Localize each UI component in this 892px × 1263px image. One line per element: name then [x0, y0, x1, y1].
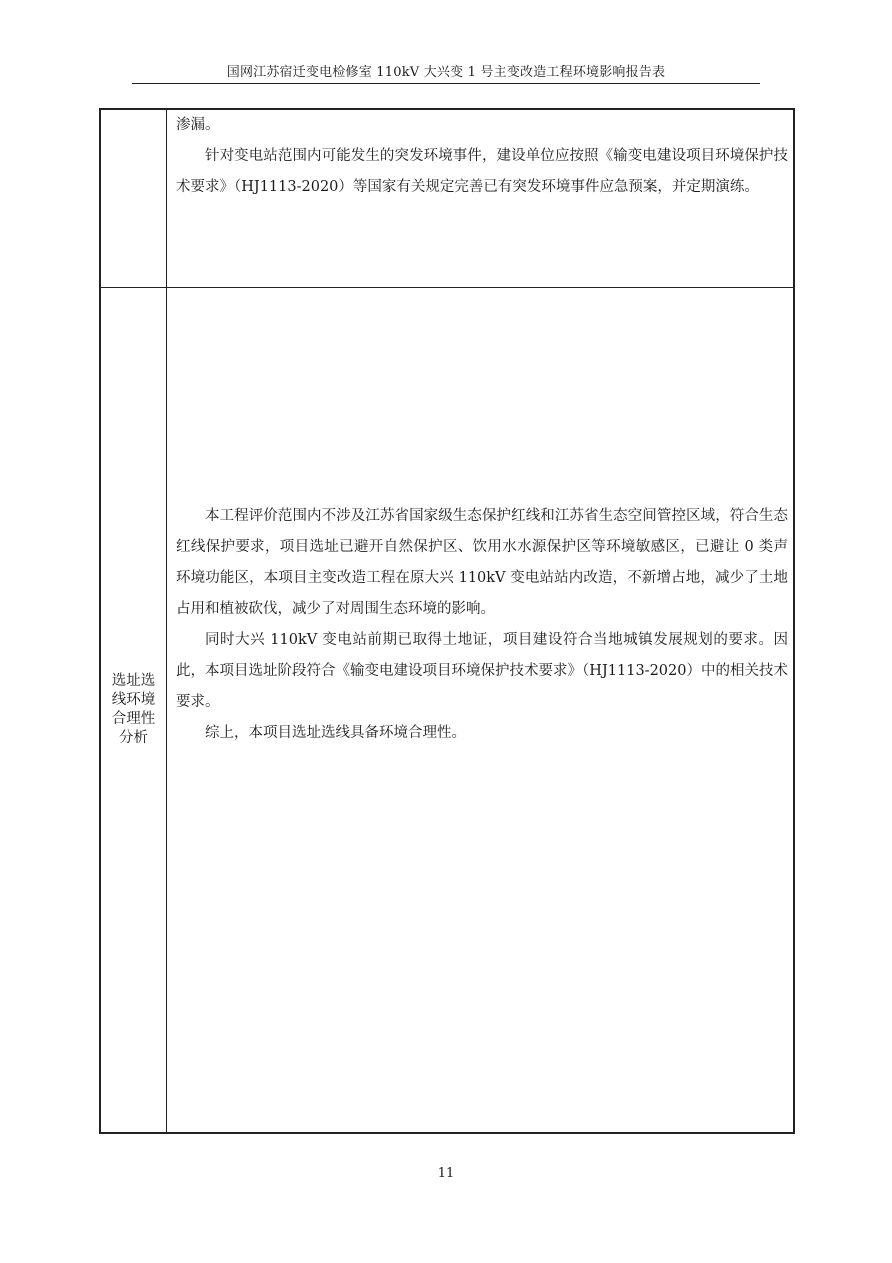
- column-divider: [166, 110, 167, 1132]
- row-two-paragraph: 综上，本项目选址选线具备环境合理性。: [205, 725, 466, 741]
- row-two-label-line: 分析: [119, 730, 148, 746]
- row-two-content: [176, 501, 788, 749]
- row-two-paragraph: 同时大兴 110kV 变电站前期已取得土地证，项目建设符合当地城镇发展规划的要求。因此，本项目选址阶段符合《输变电建设项目环境保护技术要求》（HJ1113-2020）中的相关技术要求。: [176, 632, 788, 710]
- row-two-paragraph: 本工程评价范围内不涉及江苏省国家级生态保护红线和江苏省生态空间管控区域，符合生态红线保护要求，项目选址已避开自然保护区、饮用水水源保护区等环境敏感区，已避让 0 类声环境功能区，本项目主变改造工程在原大兴 110kV 变电站站内改造，不新增占地，减少了土地占用和植被砍伐，减少了对周围生态环境的影响。: [176, 508, 788, 617]
- report-table: [99, 108, 795, 1134]
- row-two-label: [101, 672, 166, 748]
- header-rule: [132, 83, 760, 84]
- row-two-label-line: 合理性: [111, 711, 156, 727]
- row-two-label-line: 选址选: [111, 673, 156, 689]
- report-header-title: 国网江苏宿迁变电检修室 110kV 大兴变 1 号主变改造工程环境影响报告表: [226, 65, 666, 80]
- row-one-paragraph: 针对变电站范围内可能发生的突发环境事件，建设单位应按照《输变电建设项目环境保护技术要求》（HJ1113-2020）等国家有关规定完善已有突发环境事件应急预案，并定期演练。: [176, 148, 788, 195]
- page-number: 11: [437, 1166, 455, 1181]
- row-divider: [101, 287, 793, 288]
- row-one-content: [176, 110, 788, 203]
- row-one-paragraph: 渗漏。: [176, 117, 220, 133]
- row-two-label-line: 线环境: [111, 692, 156, 708]
